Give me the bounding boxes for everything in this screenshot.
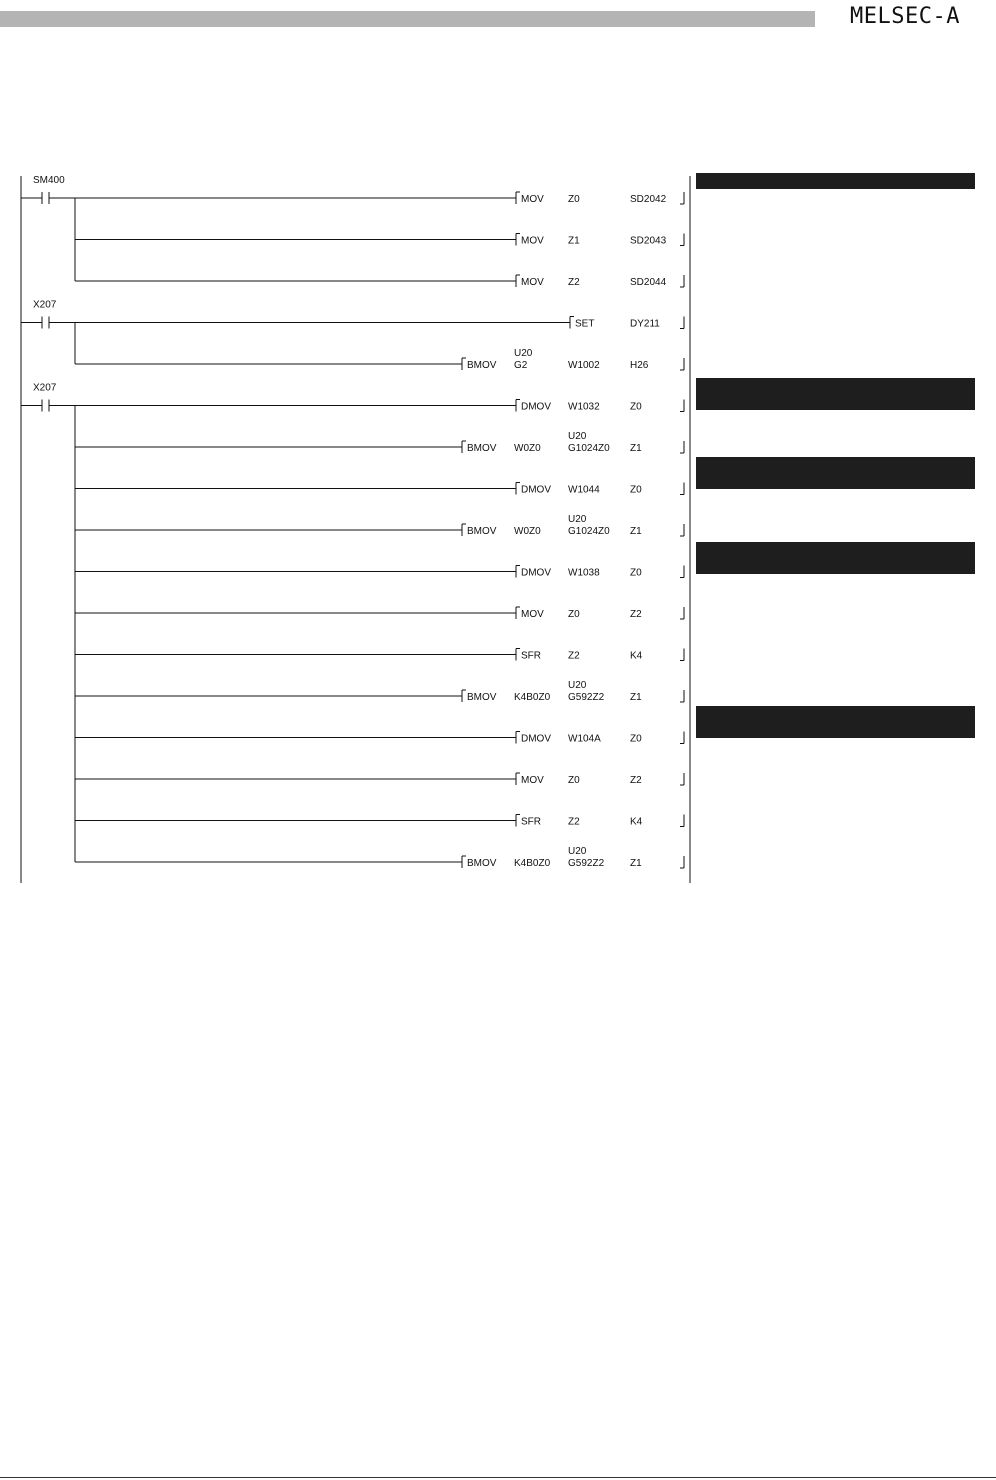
instruction-mnemonic: SFR bbox=[521, 650, 541, 662]
instruction-mnemonic: BMOV bbox=[467, 526, 497, 537]
instruction-mnemonic: SFR bbox=[521, 816, 541, 828]
operand-label: SD2042 bbox=[630, 194, 667, 205]
operand-label: W0Z0 bbox=[514, 443, 541, 454]
operand-label: Z1 bbox=[568, 235, 580, 247]
operand-label: U20 bbox=[568, 846, 587, 857]
instruction-mnemonic: DMOV bbox=[521, 567, 551, 579]
brand-label: MELSEC-A bbox=[850, 4, 960, 29]
operand-label: U20 bbox=[568, 431, 587, 442]
instruction-mnemonic: MOV bbox=[521, 609, 544, 620]
note-bar bbox=[696, 173, 975, 189]
operand-label: G592Z2 bbox=[568, 692, 605, 703]
operand-label: Z0 bbox=[630, 567, 642, 579]
operand-label: Z0 bbox=[630, 484, 642, 496]
instruction-mnemonic: BMOV bbox=[467, 360, 497, 371]
operand-label: Z0 bbox=[568, 609, 580, 620]
note-bar bbox=[696, 706, 975, 738]
operand-label: Z2 bbox=[630, 609, 642, 620]
operand-label: Z1 bbox=[630, 443, 642, 454]
operand-label: U20 bbox=[568, 514, 587, 525]
operand-label: K4 bbox=[630, 650, 643, 662]
instruction-mnemonic: BMOV bbox=[467, 692, 497, 703]
operand-label: H26 bbox=[630, 360, 649, 371]
operand-label: Z0 bbox=[630, 401, 642, 413]
operand-label: Z1 bbox=[630, 858, 642, 869]
contact-label: SM400 bbox=[33, 175, 65, 186]
note-bar bbox=[696, 378, 975, 410]
operand-label: W1038 bbox=[568, 567, 600, 579]
instruction-mnemonic: MOV bbox=[521, 277, 544, 288]
operand-label: SD2044 bbox=[630, 277, 667, 288]
instruction-mnemonic: DMOV bbox=[521, 401, 551, 413]
operand-label: G1024Z0 bbox=[568, 443, 610, 454]
operand-label: Z2 bbox=[568, 277, 580, 288]
instruction-mnemonic: DMOV bbox=[521, 484, 551, 496]
operand-label: Z2 bbox=[568, 816, 580, 828]
operand-label: Z1 bbox=[630, 692, 642, 703]
operand-label: U20 bbox=[568, 680, 587, 691]
operand-label: Z0 bbox=[568, 775, 580, 786]
instruction-mnemonic: MOV bbox=[521, 194, 544, 205]
instruction-mnemonic: SET bbox=[575, 318, 595, 330]
operand-label: K4B0Z0 bbox=[514, 692, 551, 703]
operand-label: W104A bbox=[568, 733, 601, 745]
operand-label: Z0 bbox=[630, 733, 642, 745]
operand-label: G592Z2 bbox=[568, 858, 605, 869]
instruction-mnemonic: BMOV bbox=[467, 443, 497, 454]
operand-label: Z1 bbox=[630, 526, 642, 537]
operand-label: K4 bbox=[630, 816, 643, 828]
operand-label: G1024Z0 bbox=[568, 526, 610, 537]
contact-label: X207 bbox=[33, 382, 57, 394]
instruction-mnemonic: BMOV bbox=[467, 858, 497, 869]
operand-label: DY211 bbox=[630, 318, 660, 330]
operand-label: W1044 bbox=[568, 484, 600, 496]
operand-label: Z2 bbox=[630, 775, 642, 786]
note-bar bbox=[696, 542, 975, 574]
operand-label: K4B0Z0 bbox=[514, 858, 551, 869]
operand-label: W1002 bbox=[568, 360, 600, 371]
instruction-mnemonic: MOV bbox=[521, 775, 544, 786]
operand-label: G2 bbox=[514, 360, 528, 371]
operand-label: W0Z0 bbox=[514, 526, 541, 537]
operand-label: SD2043 bbox=[630, 235, 667, 247]
operand-label: U20 bbox=[514, 348, 533, 359]
operand-label: Z2 bbox=[568, 650, 580, 662]
footer-rule bbox=[0, 1477, 996, 1478]
operand-label: W1032 bbox=[568, 401, 600, 413]
instruction-mnemonic: DMOV bbox=[521, 733, 551, 745]
note-bar bbox=[696, 457, 975, 489]
operand-label: Z0 bbox=[568, 194, 580, 205]
contact-label: X207 bbox=[33, 299, 57, 311]
instruction-mnemonic: MOV bbox=[521, 235, 544, 247]
